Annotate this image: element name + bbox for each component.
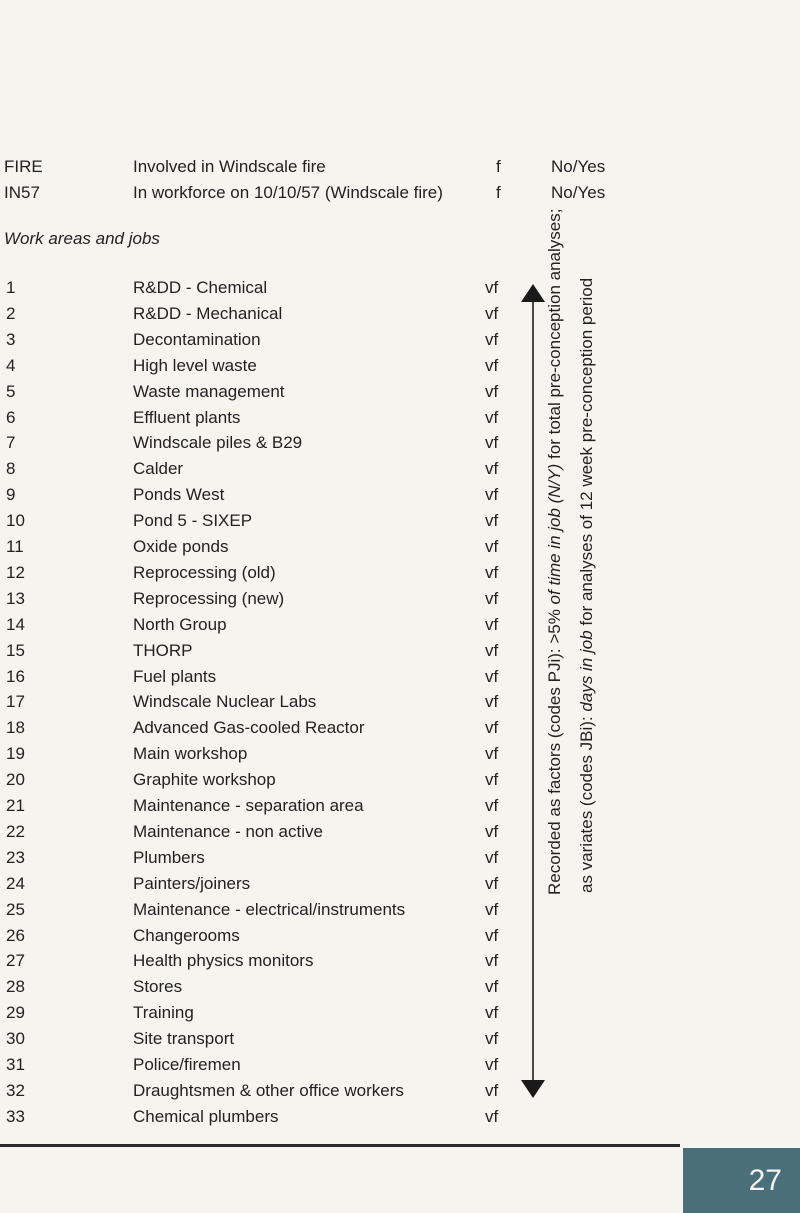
item-code: vf xyxy=(485,692,499,712)
fire-code: FIRE xyxy=(4,157,43,176)
item-name: Decontamination xyxy=(133,329,261,349)
item-name: Ponds West xyxy=(133,485,225,505)
side-note-line-2: as variates (codes JBi): days in job for analyses of 12 week pre-conception period xyxy=(577,277,596,893)
item-code: vf xyxy=(485,511,499,531)
item-number: 4 xyxy=(6,355,16,375)
item-number: 5 xyxy=(6,381,16,401)
item-number: 27 xyxy=(6,951,25,971)
item-name: Maintenance - separation area xyxy=(133,796,364,815)
item-code: vf xyxy=(485,847,499,867)
item-number: 30 xyxy=(6,1029,25,1049)
in57-description: In workforce on 10/10/57 (Windscale fire) xyxy=(133,183,443,202)
item-code: vf xyxy=(485,718,499,738)
fire-type: f xyxy=(496,157,501,176)
item-name: Oxide ponds xyxy=(133,537,229,556)
item-number: 21 xyxy=(6,796,25,815)
item-code: vf xyxy=(485,355,499,375)
item-code: vf xyxy=(485,1080,499,1100)
item-number: 15 xyxy=(6,640,25,660)
item-number: 20 xyxy=(6,770,25,790)
item-number: 33 xyxy=(6,1106,25,1126)
item-name: THORP xyxy=(133,640,193,660)
item-number: 11 xyxy=(6,537,24,556)
section-title: Work areas and jobs xyxy=(4,229,160,248)
item-name: Health physics monitors xyxy=(133,951,314,971)
item-number: 24 xyxy=(6,873,25,893)
item-number: 18 xyxy=(6,718,25,738)
item-code: vf xyxy=(485,770,499,790)
item-name: Calder xyxy=(133,459,184,479)
item-number: 9 xyxy=(6,485,16,505)
item-code: vf xyxy=(485,1003,499,1023)
item-code: vf xyxy=(485,303,499,323)
item-name: R&DD - Chemical xyxy=(133,278,268,297)
item-name: Changerooms xyxy=(133,925,240,945)
fire-values: No/Yes xyxy=(551,157,606,176)
item-number: 14 xyxy=(6,614,25,634)
item-code: vf xyxy=(485,796,499,815)
item-code: vf xyxy=(485,821,499,841)
divider xyxy=(0,1144,680,1147)
item-code: vf xyxy=(485,925,499,945)
item-code: vf xyxy=(485,433,499,453)
item-name: Site transport xyxy=(133,1029,235,1049)
item-name: High level waste xyxy=(133,355,257,375)
item-number: 10 xyxy=(6,511,25,531)
item-name: Painters/joiners xyxy=(133,873,251,893)
item-name: Maintenance - non active xyxy=(133,821,323,841)
item-code: vf xyxy=(485,381,499,401)
item-code: vf xyxy=(485,951,499,971)
item-code: vf xyxy=(485,537,499,556)
item-code: vf xyxy=(485,873,499,893)
item-code: vf xyxy=(485,459,499,479)
item-name: Reprocessing (new) xyxy=(133,588,285,608)
in57-type: f xyxy=(496,183,501,202)
item-name: Advanced Gas-cooled Reactor xyxy=(133,718,365,738)
item-number: 32 xyxy=(6,1080,25,1100)
item-name: Draughtsmen & other office workers xyxy=(133,1080,404,1100)
item-name: Graphite workshop xyxy=(133,770,276,790)
item-name: R&DD - Mechanical xyxy=(133,303,283,323)
item-name: Stores xyxy=(133,977,183,997)
item-number: 29 xyxy=(6,1003,25,1023)
item-number: 19 xyxy=(6,744,25,764)
item-number: 28 xyxy=(6,977,25,997)
item-code: vf xyxy=(485,899,499,919)
item-code: vf xyxy=(485,977,499,997)
item-code: vf xyxy=(485,744,499,764)
item-code: vf xyxy=(485,278,499,297)
item-number: 3 xyxy=(6,329,16,349)
item-code: vf xyxy=(485,562,499,582)
in57-code: IN57 xyxy=(4,183,40,202)
item-code: vf xyxy=(485,1106,499,1126)
item-number: 22 xyxy=(6,821,25,841)
item-number: 1 xyxy=(6,278,16,297)
item-number: 17 xyxy=(6,692,25,712)
item-name: Training xyxy=(133,1003,194,1023)
item-number: 8 xyxy=(6,459,16,479)
item-name: Reprocessing (old) xyxy=(133,562,276,582)
item-code: vf xyxy=(485,588,499,608)
item-number: 16 xyxy=(6,666,25,686)
item-number: 25 xyxy=(6,899,25,919)
item-name: Maintenance - electrical/instruments xyxy=(133,899,406,919)
item-name: North Group xyxy=(133,614,227,634)
item-code: vf xyxy=(485,614,499,634)
item-code: vf xyxy=(485,329,499,349)
side-note-line-1: Recorded as factors (codes PJi): >5% of time in job (N/Y) for total pre-conception analyses; xyxy=(545,208,564,895)
item-name: Windscale Nuclear Labs xyxy=(133,692,317,712)
item-name: Waste management xyxy=(133,381,285,401)
item-code: vf xyxy=(485,407,499,427)
item-number: 7 xyxy=(6,433,16,453)
item-name: Fuel plants xyxy=(133,666,217,686)
item-number: 23 xyxy=(6,847,25,867)
item-number: 26 xyxy=(6,925,25,945)
item-number: 12 xyxy=(6,562,25,582)
item-code: vf xyxy=(485,485,499,505)
item-name: Pond 5 - SIXEP xyxy=(133,511,253,531)
fire-description: Involved in Windscale fire xyxy=(133,157,326,176)
item-name: Police/firemen xyxy=(133,1055,241,1074)
in57-values: No/Yes xyxy=(551,183,606,202)
item-name: Effluent plants xyxy=(133,407,241,427)
item-number: 2 xyxy=(6,303,16,323)
item-number: 6 xyxy=(6,407,16,427)
item-code: vf xyxy=(485,1055,499,1074)
item-name: Main workshop xyxy=(133,744,248,764)
item-name: Plumbers xyxy=(133,847,205,867)
page-number: 27 xyxy=(683,1148,800,1213)
item-name: Chemical plumbers xyxy=(133,1106,279,1126)
item-number: 31 xyxy=(6,1055,25,1074)
item-code: vf xyxy=(485,1029,499,1049)
item-name: Windscale piles & B29 xyxy=(133,433,303,453)
item-code: vf xyxy=(485,666,499,686)
item-code: vf xyxy=(485,640,499,660)
item-number: 13 xyxy=(6,588,25,608)
